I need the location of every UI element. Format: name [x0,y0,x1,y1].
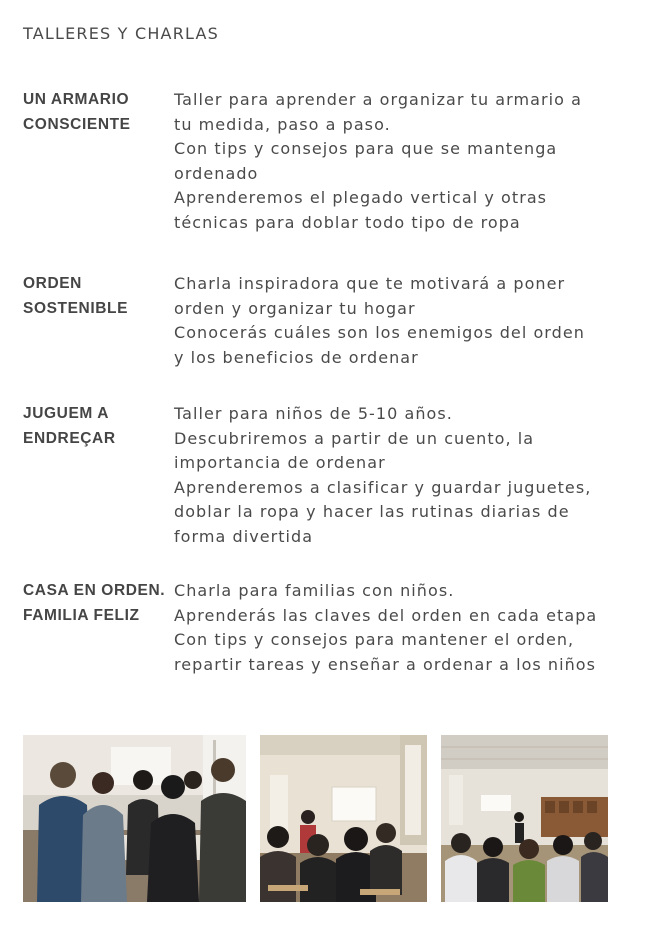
description-line: y los beneficios de ordenar [174,347,419,367]
heading-line: CASA EN ORDEN. [23,582,166,599]
section-description [174,88,634,235]
heading-line: JUGUEM A [23,405,110,422]
section-heading [23,272,173,321]
section-heading [23,402,173,451]
description-line: Con tips y consejos para mantener el orden, [174,630,575,649]
heading-line: SOSTENIBLE [23,299,129,317]
workshop-photo-group [23,735,246,902]
description-line: forma divertida [174,526,314,546]
section-heading [23,88,173,137]
description-line: Aprenderemos el plegado vertical y otras [174,188,548,207]
heading-line: FAMILIA FELIZ [23,606,140,624]
section-description [174,402,634,549]
section-description [174,579,634,677]
heading-line: CONSCIENTE [23,115,131,133]
description-line: técnicas para doblar todo tipo de ropa [174,212,521,232]
description-line: Taller para niños de 5-10 años. [174,404,453,423]
page-title: TALLERES Y CHARLAS [23,24,219,43]
description-line: Taller para aprender a organizar tu armario a [174,90,582,109]
description-line: importancia de ordenar [174,453,386,472]
description-line: Con tips y consejos para que se mantenga [174,139,558,158]
heading-line: ENDREÇAR [23,429,116,447]
description-line: Aprenderás las claves del orden en cada etapa [174,605,598,625]
description-line: doblar la ropa y hacer las rutinas diarias de [174,502,570,521]
description-line: Conocerás cuáles son los enemigos del orden [174,323,585,342]
description-line: ordenado [174,163,259,183]
section-heading [23,579,173,628]
section-description [174,272,634,370]
description-line: Descubriremos a partir de un cuento, la [174,428,535,448]
description-line: Charla inspiradora que te motivará a poner [174,274,566,293]
description-line: Aprenderemos a clasificar y guardar juguetes, [174,477,592,497]
heading-line: ORDEN [23,275,82,292]
description-line: repartir tareas y enseñar a ordenar a los niños [174,654,597,674]
description-line: tu medida, paso a paso. [174,114,391,134]
talk-photo-screen [260,735,427,902]
audience-photo-hall [441,735,608,902]
description-line: Charla para familias con niños. [174,581,455,600]
description-line: orden y organizar tu hogar [174,298,416,318]
heading-line: UN ARMARIO [23,91,130,108]
